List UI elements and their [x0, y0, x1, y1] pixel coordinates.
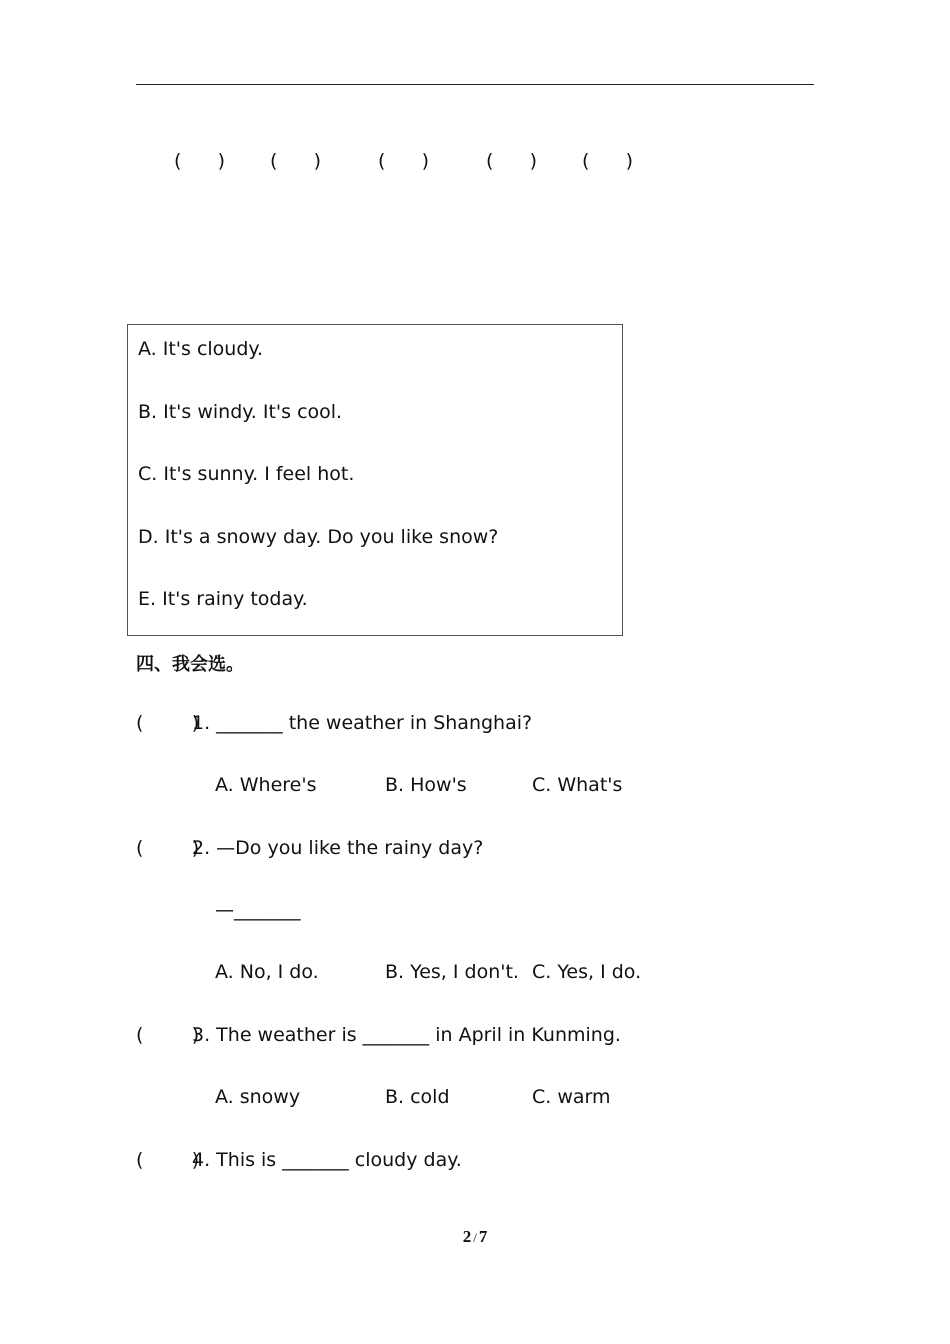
question-1-answer-paren[interactable]: ( )	[136, 712, 200, 734]
page-separator: /	[473, 1230, 477, 1245]
question-2-answer-paren[interactable]: ( )	[136, 837, 200, 859]
question-2-text: 2. —Do you like the rainy day?	[192, 837, 484, 859]
question-2-answer-blank: —_______	[215, 899, 301, 921]
page-current: 2	[462, 1227, 472, 1246]
option-d: D. It's a snowy day. Do you like snow?	[138, 526, 499, 548]
question-1-choice-c: C. What's	[532, 774, 623, 796]
question-3-text: 3. The weather is _______ in April in Kunming.	[192, 1024, 621, 1046]
question-2-choice-b: B. Yes, I don't.	[385, 961, 519, 983]
question-3-choice-c: C. warm	[532, 1086, 611, 1108]
option-b: B. It's windy. It's cool.	[138, 401, 343, 423]
question-3-answer-paren[interactable]: ( )	[136, 1024, 200, 1046]
question-1-choice-b: B. How's	[385, 774, 467, 796]
answer-paren-3[interactable]: ( )	[378, 150, 430, 172]
option-e: E. It's rainy today.	[138, 588, 308, 610]
section-heading: 四、我会选。	[136, 654, 244, 675]
answer-paren-1[interactable]: ( )	[174, 150, 226, 172]
question-2-choice-a: A. No, I do.	[215, 961, 319, 983]
question-3-choice-a: A. snowy	[215, 1086, 301, 1108]
option-c: C. It's sunny. I feel hot.	[138, 463, 355, 485]
answer-paren-5[interactable]: ( )	[582, 150, 634, 172]
question-3-choice-b: B. cold	[385, 1086, 450, 1108]
answer-paren-4[interactable]: ( )	[486, 150, 538, 172]
page-number	[0, 1227, 950, 1247]
question-2-choice-c: C. Yes, I do.	[532, 961, 642, 983]
question-4-text: 4. This is _______ cloudy day.	[192, 1149, 462, 1171]
options-box	[127, 324, 623, 636]
answer-paren-2[interactable]: ( )	[270, 150, 322, 172]
question-1-choice-a: A. Where's	[215, 774, 317, 796]
question-4-answer-paren[interactable]: ( )	[136, 1149, 200, 1171]
page-total: 7	[478, 1227, 488, 1246]
question-1-text: 1. _______ the weather in Shanghai?	[192, 712, 533, 734]
option-a: A. It's cloudy.	[138, 338, 263, 360]
header-rule	[136, 84, 814, 85]
